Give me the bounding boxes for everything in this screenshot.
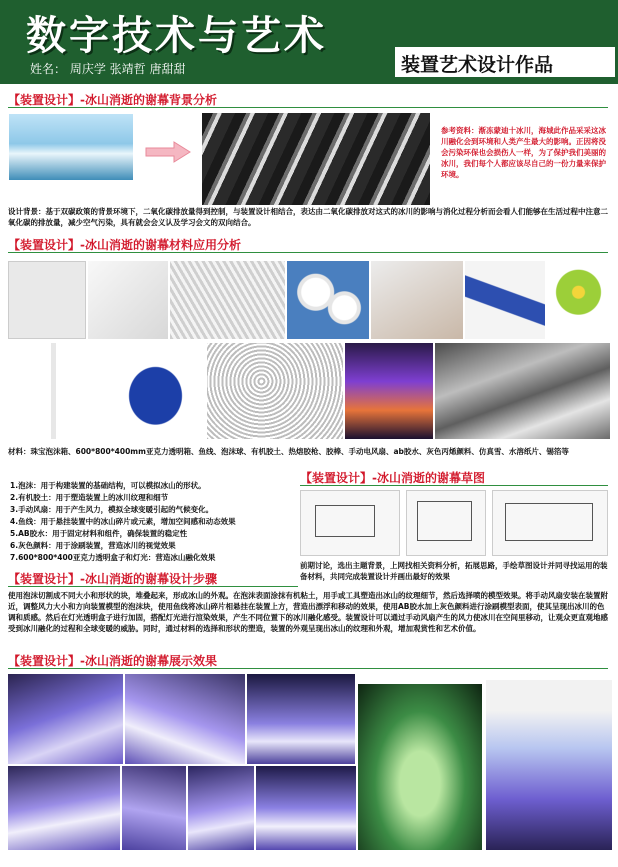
material-item: 2.有机胶土：用于塑造装置上的冰川纹理和细节 <box>10 493 169 502</box>
hand-fan-photo <box>547 261 610 339</box>
foam-balls-photo <box>287 261 369 339</box>
gray-paint-photo <box>107 343 204 439</box>
design-steps-text: 使用泡沫切割成不同大小和形状的块，堆叠起来，形成冰山的外观。在泡沫表面涂抹有机粘土，用手或工具塑造出冰山的纹理细节，然后选择喷的模型效果。将手动风扇安装在装置附近，调整风力大小和方向装置模型的泡沫块，使用鱼线将冰山碎片相悬挂在装置上方，营造出漂浮和移动的效果，使用AB胶水加上灰色颜料进行涂刷模型表面，使其呈现出冰川的色调和质感。然后在灯光透明盒子进行加固，搭配灯光进行渲染效果，产生不同位置下的冰川融化感受。装置设计可以通过手动风扇产生的风力使冰川在空间里移动，让观众更直观地感受到冰川融化的过程和全球变暖的威胁。同时，通过材料的选择和形状的塑造，装置的外观呈现出冰山的纹理和外观，增加观赏性和艺术价值。 <box>8 591 608 633</box>
material-item: 5.AB胶水：用于固定材料和组件，确保装置的稳定性 <box>10 529 188 538</box>
display-photo <box>8 674 123 764</box>
glue-gun-photo <box>465 261 545 339</box>
display-photo-acrylic-box <box>486 680 612 850</box>
section-title-background: 【装置设计】-冰山消逝的谢幕背景分析 <box>8 93 217 107</box>
led-light-photo <box>345 343 433 439</box>
author-names: 姓名： 周庆学 张靖哲 唐甜甜 <box>30 62 186 76</box>
clay-photo <box>371 261 463 339</box>
display-photo-green-light <box>358 684 482 850</box>
sketch-drawing-1 <box>300 490 400 556</box>
material-item: 1.泡沫：用于构建装置的基础结构，可以模拟冰山的形状。 <box>10 481 206 490</box>
display-photo <box>8 766 120 850</box>
section-rule <box>8 107 608 108</box>
sketch-drawing-3 <box>492 490 608 556</box>
sketch-drawing-2 <box>406 490 486 556</box>
display-photo <box>188 766 254 850</box>
fishing-line-photo <box>170 261 285 339</box>
tin-foil-photo <box>435 343 610 439</box>
glacier-photo <box>9 114 133 180</box>
section-rule <box>8 586 298 587</box>
header <box>0 0 618 84</box>
design-background-text: 设计背景：基于双碳政策的背景环境下，二氧化碳排放量得到控制，与装置设计相结合，表达由二氧化碳排放对这式的冰川的影响与消化过程分析而会看人们能够在生活过程中注意二氧化碳的排放量，减少空气污染，具有就会会义认及学习会文的双向结合。 <box>8 207 608 227</box>
reference-text: 参考资料：渐冻蒙迪十冰川，海城此作品采采这冰川融化会到环境和人类产生最大的影响。正因将没会污染环保也会损伤人一样，为了保护我们美丽的冰川，我们每个人都应该尽自己的一份力量来保护环境。 <box>441 126 606 179</box>
section-title-materials: 【装置设计】-冰山消逝的谢幕材料应用分析 <box>8 238 241 252</box>
sketch-caption: 前期讨论，选出主题背景，上网找相关资料分析，拓展思路，手绘草图设计并同寻找运用的装备材料，共同完成装置设计并画出最好的效果 <box>300 561 608 581</box>
section-rule <box>8 668 608 669</box>
display-photo <box>125 674 245 764</box>
display-photo <box>247 674 355 764</box>
material-item: 4.鱼线：用于悬挂装置中的冰山碎片或元素，增加空间感和动态效果 <box>10 517 236 526</box>
acrylic-box-photo <box>88 261 168 339</box>
section-rule <box>8 252 608 253</box>
material-item: 6.灰色颜料：用于涂刷装置，营造冰川的视觉效果 <box>10 541 176 550</box>
material-item: 7.600*800*400亚克力透明盒子和灯光：营造冰山融化效果 <box>10 553 216 562</box>
foam-box-photo <box>8 261 86 339</box>
page-title: 数字技术与艺术 <box>26 13 327 59</box>
materials-caption: 材料：珠宝泡沫箱、600*800*400mm亚克力透明箱、鱼线、泡沫球、有机胶土、热熔胶枪、胶棒、手动电风扇、ab胶水、灰色丙烯颜料、仿真雪、水溶纸片、锡箔等 <box>8 447 569 456</box>
section-title-steps: 【装置设计】-冰山消逝的谢幕设计步骤 <box>8 572 217 586</box>
display-photo <box>122 766 186 850</box>
material-item: 3.手动风扇：用于产生风力，模拟全球变暖引起的气候变化。 <box>10 505 214 514</box>
artificial-snow-photo <box>207 343 343 439</box>
display-photo <box>256 766 356 850</box>
melting-ice-sequence-photo <box>202 113 430 205</box>
section-rule <box>300 485 608 486</box>
ab-glue-photo <box>8 343 104 439</box>
section-title-display: 【装置设计】-冰山消逝的谢幕展示效果 <box>8 654 217 668</box>
section-title-sketch: 【装置设计】-冰山消逝的谢幕草图 <box>300 471 485 485</box>
arrow-right-icon <box>144 140 192 164</box>
page-subtitle: 装置艺术设计作品 <box>395 47 615 77</box>
